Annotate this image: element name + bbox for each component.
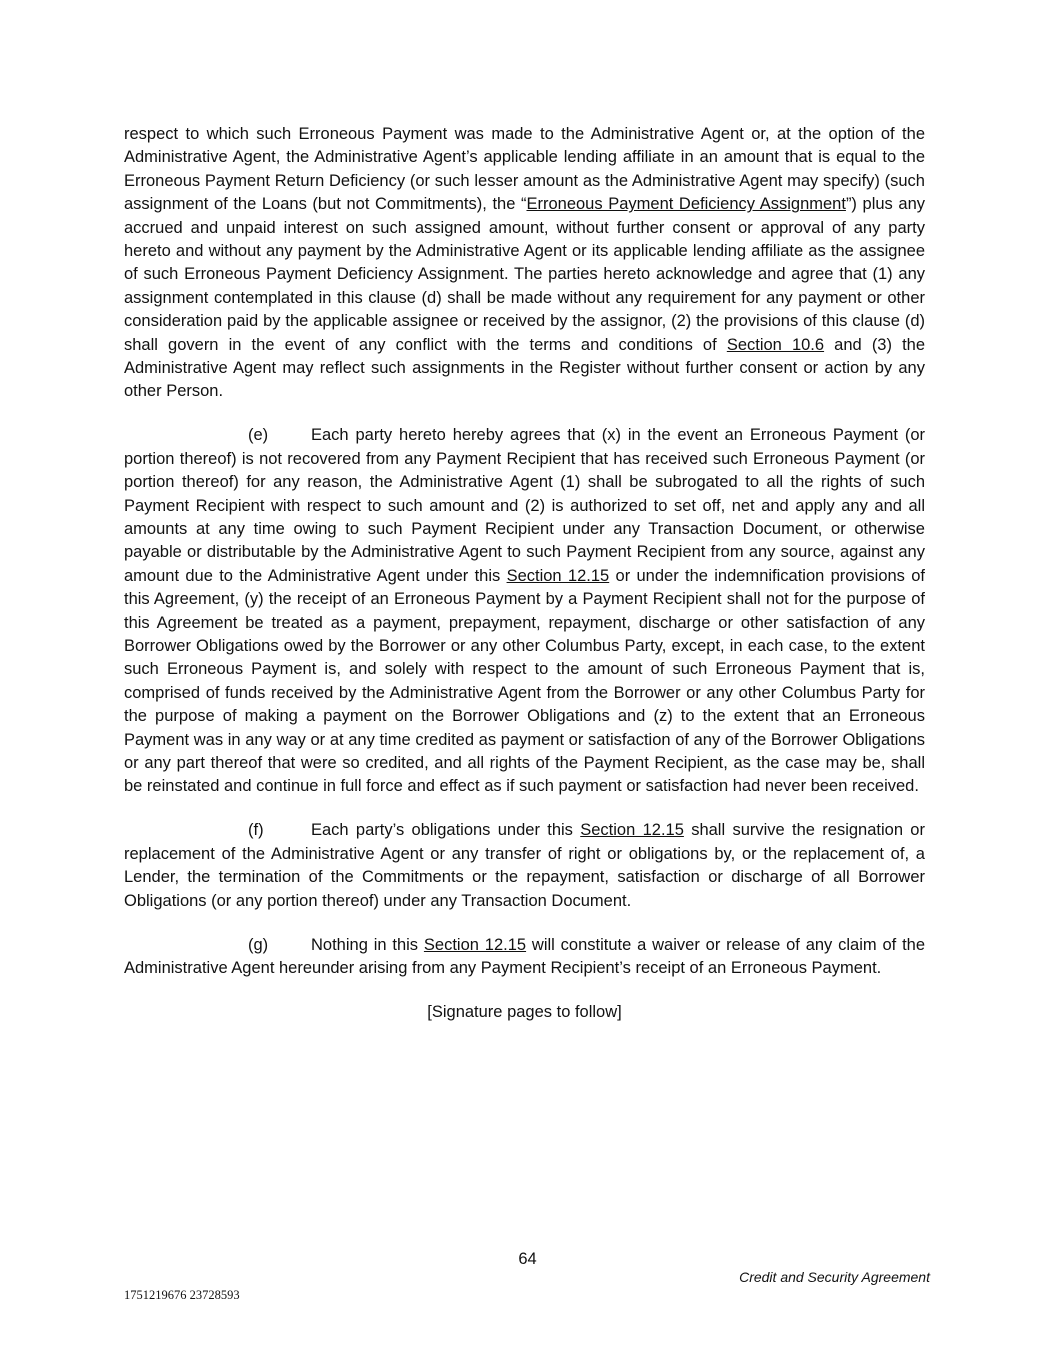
paragraph-d-continued [124, 123, 925, 404]
clause-label: (e) [248, 426, 269, 445]
section-reference: Section 12.15 [423, 935, 527, 954]
section-reference: Section 10.6 [726, 335, 825, 354]
paragraph-g [124, 934, 925, 981]
paragraph-text: and (3) the Administrative Agent may reflect such assignments in the Register without further consent or action by any other Person. [124, 335, 926, 401]
paragraph-text: shall survive the resignation or replacement of the Administrative Agent or any transfer of right or obligations by, or the replacement of, a Lender, the termination of the Commitments or the repayment, satisfaction or discharge of all Borrower Obligations (or any portion thereof) under any Transaction Document. [124, 821, 925, 910]
page-number: 64 [518, 1250, 537, 1268]
paragraph-text: or under the indemnification provisions of this Agreement, (y) the receipt of an Erroneous Payment by a Payment Recipient shall not for the purpose of this Agreement be treated as a payment, prepayment, repayment, discharge or other satisfaction of any Borrower Obligations owed by the Borrower or any other Columbus Party, except, in each case, to the extent such Erroneous Payment is, and solely with respect to the amount of such Erroneous Payment that is, comprised of funds received by the Administrative Agent from the Borrower or any other Columbus Party for the purpose of making a payment on the Borrower Obligations and (z) to the extent that an Erroneous Payment was in any way or at any time credited as payment or satisfaction of any of the Borrower Obligations or any part thereof that were so credited, and all rights of the Payment Recipient, as the case may be, shall be reinstated and continue in full force and effect as if such payment or satisfaction had never been received. [124, 566, 925, 796]
paragraph-e [124, 424, 925, 799]
defined-term-erroneous-payment-deficiency-assignment: Erroneous Payment Deficiency Assignment [526, 195, 846, 214]
paragraph-text: will constitute a waiver or release of any claim of the Administrative Agent hereunder arising from any Payment Recipient’s receipt of an Erroneous Payment. [124, 935, 925, 977]
footer-document-title: Credit and Security Agreement [739, 1269, 930, 1285]
paragraph-text: Nothing in this [311, 935, 424, 954]
paragraph-text: Each party hereto hereby agrees that (x) in the event an Erroneous Payment (or portion thereof) is not recovered from any Payment Recipient that has received such Erroneous Payment (or portion thereof) for any reason, the Administrative Agent (1) shall be subrogated to all the rights of such Payment Recipient with respect to such amount and (2) is authorized to set off, net and apply any and all amounts at any time owing to such Payment Recipient under any Transaction Document, or otherwise payable or distributable by the Administrative Agent to such Payment Recipient from any source, against any amount due to the Administrative Agent under this [124, 426, 925, 585]
paragraph-text: ”) plus any accrued and unpaid interest on such assigned amount, without further consent or approval of any party hereto and without any payment by the Administrative Agent or its applicable lending affiliate as the assignee of such Erroneous Payment Deficiency Assignment. The parties hereto acknowledge and agree that (1) any assignment contemplated in this clause (d) shall be made without any requirement for any payment or other consideration paid by the applicable assignee or received by the assignor, (2) the provisions of this clause (d) shall govern in the event of any conflict with the terms and conditions of [124, 195, 925, 354]
clause-label: (g) [248, 935, 269, 954]
paragraph-text: respect to which such Erroneous Payment was made to the Administrative Agent or, at the option of the Administrative Agent, the Administrative Agent’s applicable lending affiliate in an amount that is equal to the Erroneous Payment Return Deficiency (or such lesser amount as the Administrative Agent may specify) (such assignment of the Loans (but not Commitments), the “ [124, 125, 925, 214]
signature-note: [Signature pages to follow] [427, 1002, 622, 1021]
document-body [124, 123, 925, 1024]
paragraph-f [124, 819, 925, 913]
section-reference: Section 12.15 [580, 821, 684, 840]
clause-label: (f) [248, 821, 264, 840]
section-reference: Section 12.15 [506, 566, 610, 585]
paragraph-text: Each party’s obligations under this [311, 821, 581, 840]
footer-document-id: 1751219676 23728593 [124, 1288, 240, 1302]
